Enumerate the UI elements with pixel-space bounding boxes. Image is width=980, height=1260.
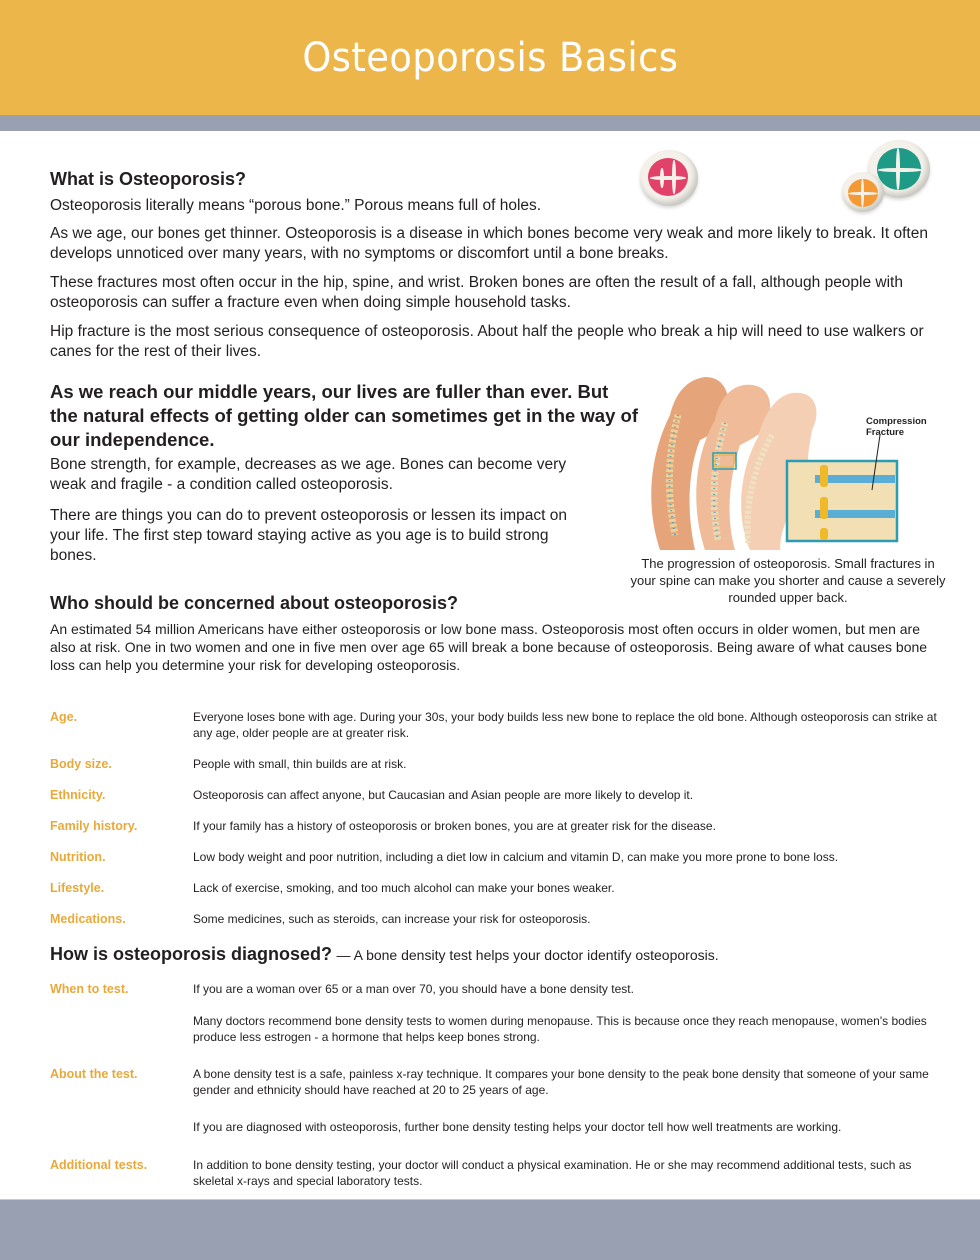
spine-progression-illustration [640,365,940,555]
compression-fracture-label: Compression Fracture [866,416,927,438]
diagnosis-row [50,1013,940,1045]
risk-label: Lifestyle. [50,881,105,895]
risk-text: People with small, thin builds are at risk. [193,757,407,771]
section-heading-who: Who should be concerned about osteoporosis? [50,593,459,613]
risk-label: Body size. [50,757,112,771]
diagnosis-label: Additional tests. [50,1158,148,1172]
diagnosis-label [50,1013,193,1045]
risk-text: Low body weight and poor nutrition, including a diet low in calcium and vitamin D, can make you more prone to bone loss. [193,850,839,864]
diagnosis-label: About the test. [50,1067,138,1081]
diagnosis-label: When to test. [50,982,129,996]
risk-factor-row [50,709,940,741]
risk-factor-row [50,787,940,803]
risk-text: If your family has a history of osteoporosis or broken bones, you are at greater risk for the disease. [193,819,716,833]
diagnosis-row [50,1066,940,1098]
section-heading-what-is: What is Osteoporosis? [50,169,247,189]
risk-label: Ethnicity. [50,788,106,802]
diagnosis-text: In addition to bone density testing, your doctor will conduct a physical examination. He or she may recommend additional tests, such as skeletal x-rays and special laboratory tests. [193,1158,912,1188]
diagnosis-row [50,1119,940,1135]
paragraph: Osteoporosis literally means “porous bone.” Porous means full of holes. [50,197,542,214]
diagnosed-heading: How is osteoporosis diagnosed? [50,944,333,964]
paragraph: Hip fracture is the most serious consequence of osteoporosis. About half the people who break a hip will need to use walkers or canes for the rest of their lives. [50,323,924,360]
risk-factor-row [50,756,940,772]
diagnosis-text: A bone density test is a safe, painless x-ray technique. It compares your bone density to the peak bone density that someone of your same gender and ethnicity should have reached at 20 to 25 years of age. [193,1067,929,1097]
risk-text: Osteoporosis can affect anyone, but Caucasian and Asian people are more likely to develop it. [193,788,694,802]
diagnosis-label [50,1119,193,1135]
risk-factor-row [50,880,940,896]
risk-label: Nutrition. [50,850,106,864]
risk-label: Family history. [50,819,138,833]
section-heading-middle-years: As we reach our middle years, our lives are fuller than ever. But the natural effects of getting older can sometimes get in the way of our independence. [50,381,638,450]
figure-caption: The progression of osteoporosis. Small fractures in your spine can make you shorter and cause a severely rounded upper back. [630,556,946,605]
section-heading-diagnosed [50,944,940,965]
risk-text: Lack of exercise, smoking, and too much alcohol can make your bones weaker. [193,881,615,895]
diagnosis-text: If you are diagnosed with osteoporosis, further bone density testing helps your doctor tell how well treatments are working. [193,1120,842,1134]
risk-label: Medications. [50,912,126,926]
diagnosis-row [50,981,940,997]
paragraph: There are things you can do to prevent osteoporosis or lessen its impact on your life. The first step toward staying active as you age is to build strong bones. [50,507,567,564]
diagnosis-text: If you are a woman over 65 or a man over 70, you should have a bone density test. [193,982,634,996]
header-divider-bar [0,115,980,131]
risk-factor-row [50,818,940,834]
paragraph: An estimated 54 million Americans have either osteoporosis or low bone mass. Osteoporosis most often occurs in older women, but men are also at risk. One in two women and one in five men over age 65 will break a bone because of osteoporosis. Being aware of what causes bone loss can help you determine your risk for developing osteoporosis. [50,621,928,673]
page-title: Osteoporosis Basics [301,34,679,81]
paragraph: As we age, our bones get thinner. Osteoporosis is a disease in which bones become very weak and more likely to break. It often develops unnoticed over many years, with no symptoms or discomfort until a bone breaks. [50,225,928,262]
page-footer-bar [0,1199,980,1260]
paragraph: Bone strength, for example, decreases as we age. Bones can become very weak and fragile - a condition called osteoporosis. [50,456,567,493]
diagnosed-heading-suffix: — A bone density test helps your doctor identify osteoporosis. [336,947,719,963]
risk-factor-row [50,849,940,865]
risk-text: Everyone loses bone with age. During your 30s, your body builds less new bone to replace the old bone. Although osteoporosis can strike at any age, older people are at greater risk. [193,710,937,740]
risk-label: Age. [50,710,78,724]
risk-factor-row [50,911,940,927]
risk-text: Some medicines, such as steroids, can increase your risk for osteoporosis. [193,912,591,926]
page-header [0,0,980,115]
paragraph: These fractures most often occur in the hip, spine, and wrist. Broken bones are often the result of a fall, although people with osteoporosis can suffer a fracture even when doing simple household tasks. [50,274,903,311]
diagnosis-text: Many doctors recommend bone density tests to women during menopause. This is because once they reach menopause, women's bodies produce less estrogen - a hormone that helps keep bones strong. [193,1014,927,1044]
diagnosis-row [50,1157,940,1189]
